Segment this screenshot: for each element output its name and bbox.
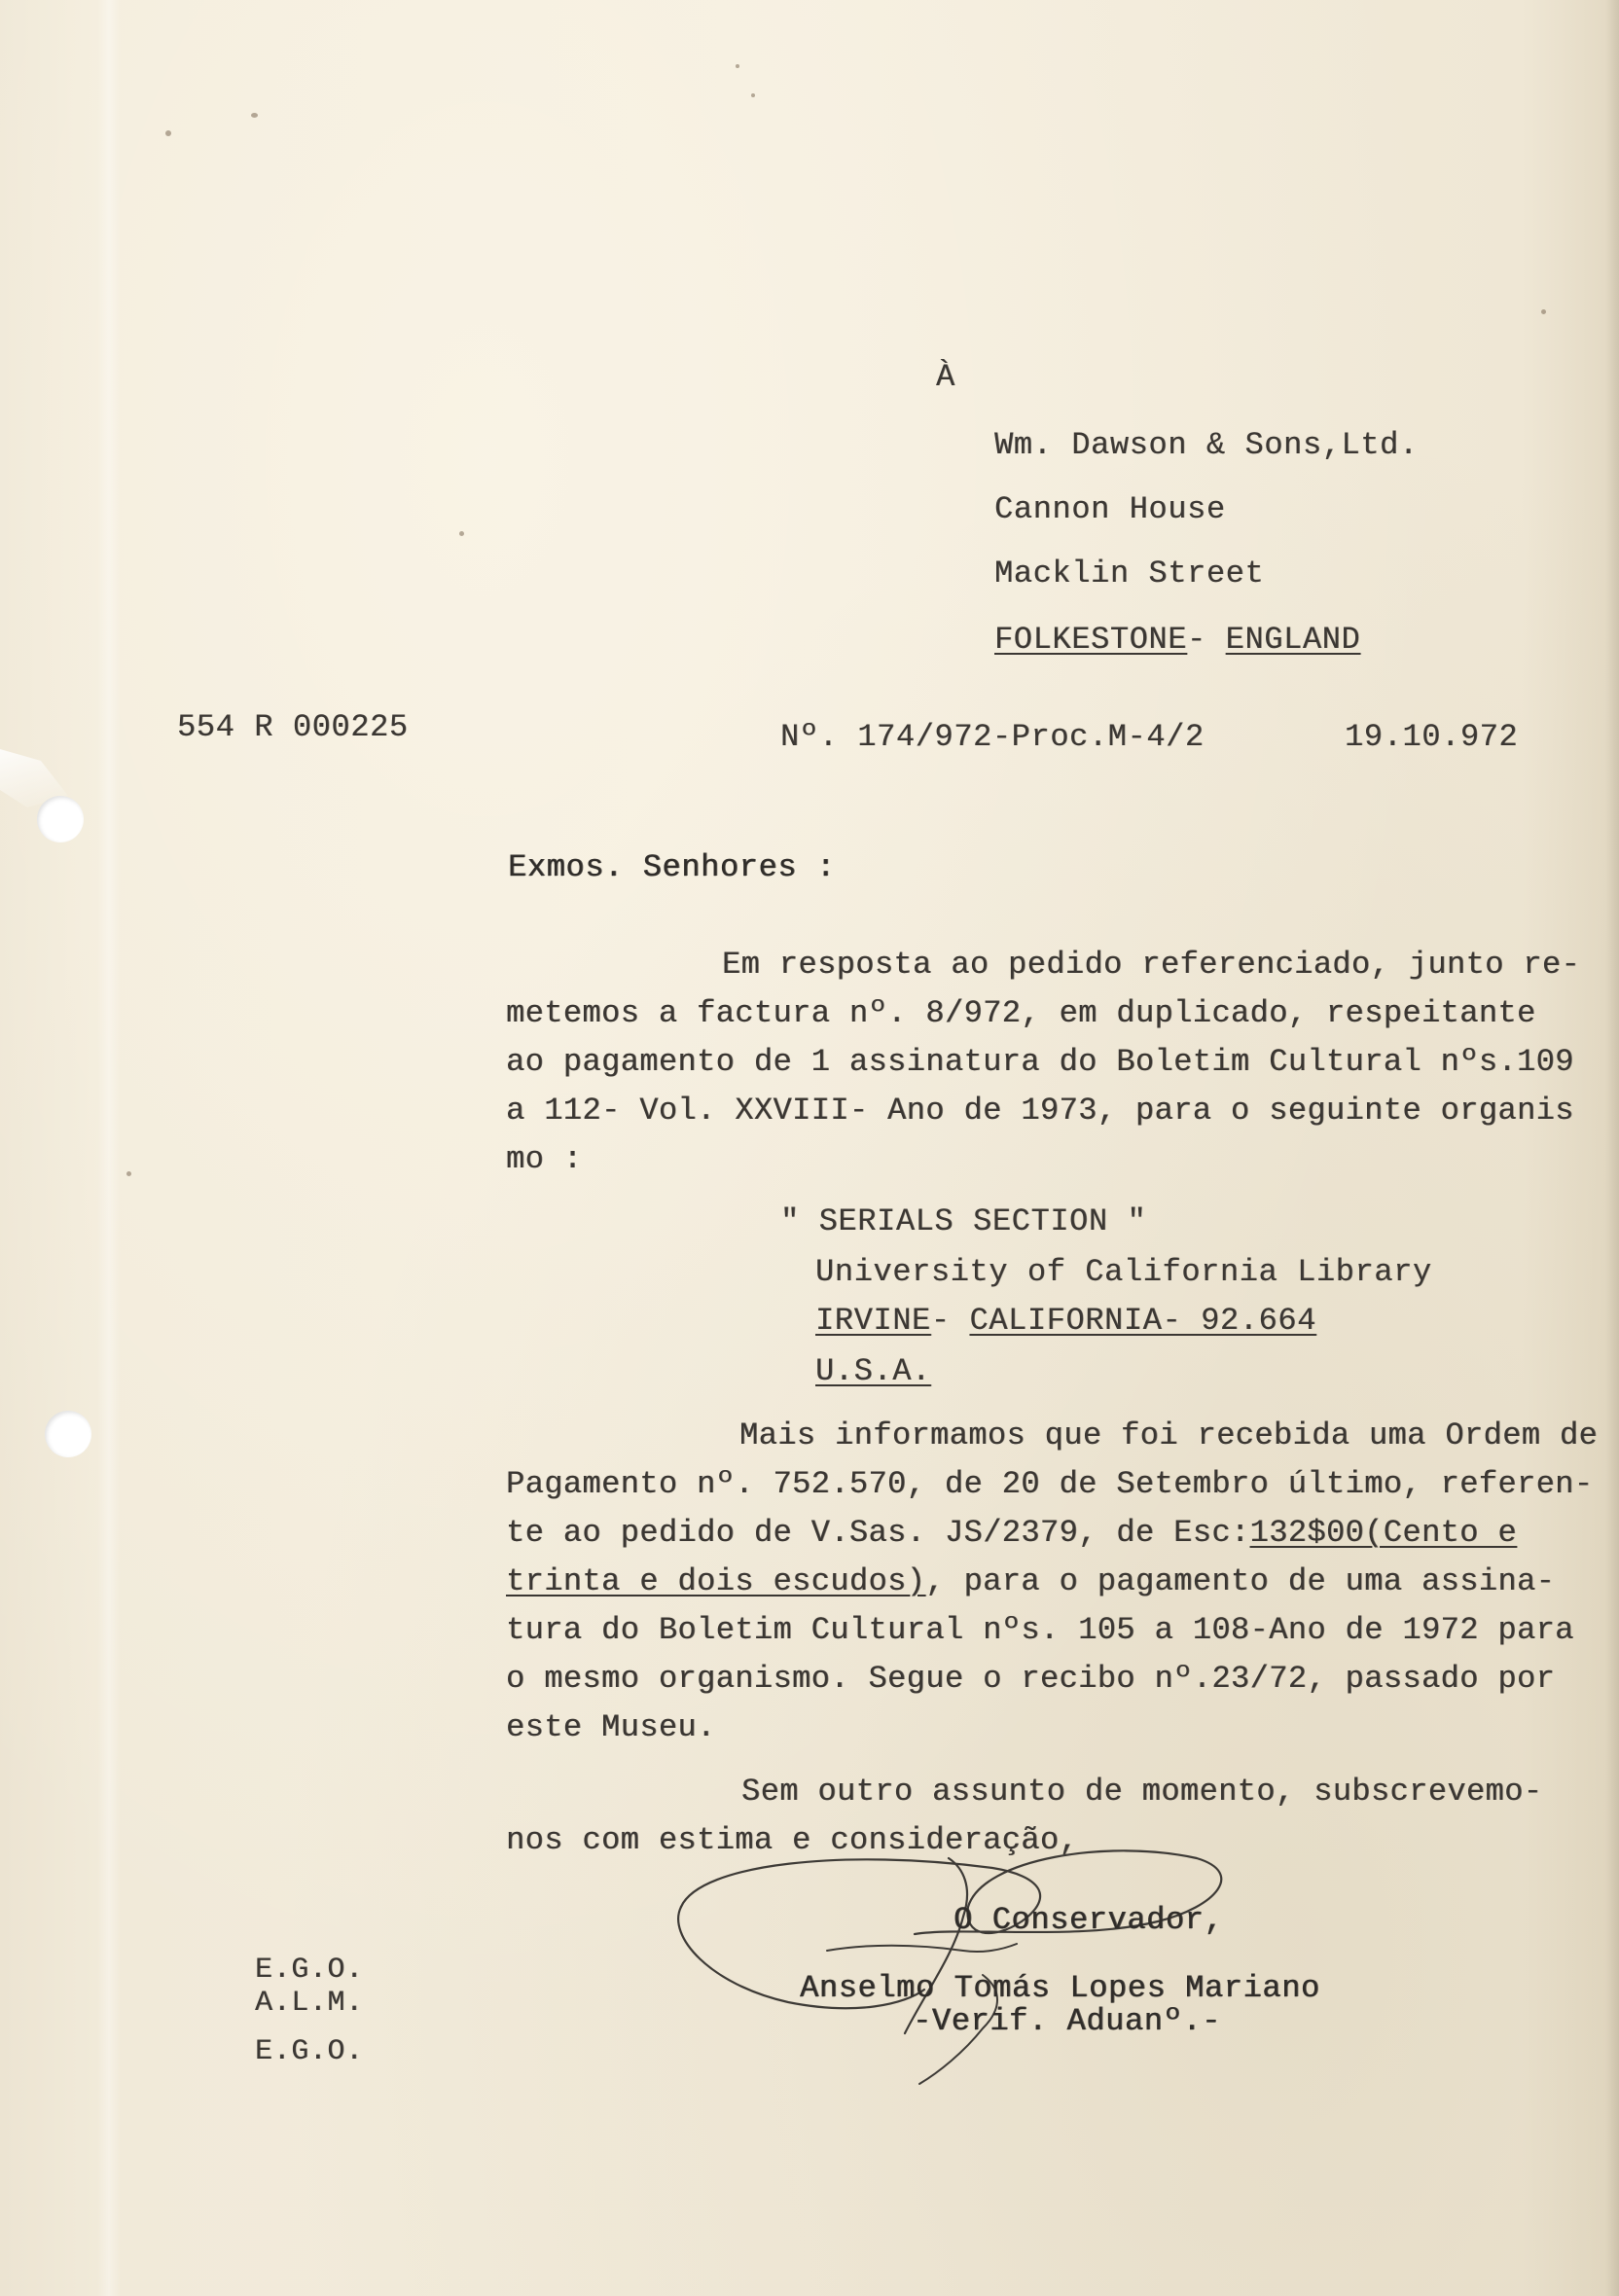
paper-speck [751,93,755,97]
addressee-city: FOLKESTONE [994,622,1188,658]
recipient-state-zip: CALIFORNIA- 92.664 [969,1303,1316,1339]
recipient-section: " SERIALS SECTION " [780,1203,1147,1239]
recipient-library: University of California Library [815,1254,1432,1290]
addressee-country: ENGLAND [1225,622,1361,658]
typist-initials: E.G.O. [255,2035,364,2068]
paragraph-line: o mesmo organismo. Segue o recibo nº.23/72, passado por [506,1661,1556,1697]
paper-edge-shadow [1605,0,1619,2296]
recipient-country: U.S.A. [815,1353,931,1389]
addressee-line: Macklin Street [994,556,1265,592]
paper-speck [736,64,739,68]
paper-speck [165,130,171,136]
recipient-city: IRVINE [815,1303,931,1339]
punch-hole [37,796,84,843]
typist-initials: A.L.M. [255,1987,364,2020]
addressee-line: Wm. Dawson & Sons,Ltd. [994,427,1419,463]
paper-speck [459,531,464,536]
addressee-city-line [994,622,1361,658]
paragraph-line [506,1515,1601,1551]
paragraph-line: a 112- Vol. XXVIII- Ano de 1973, para o seguinte organis [506,1093,1574,1129]
paragraph-line: ao pagamento de 1 assinatura do Boletim Cultural nºs.109 [506,1044,1574,1080]
closing-line: Sem outro assunto de momento, subscrevemo- [741,1774,1543,1810]
addressee-prefix: À [936,359,955,395]
paper-fold [97,0,121,2296]
signatory-name: Anselmo Tomás Lopes Mariano [800,1970,1320,2006]
handwritten-signature [671,1829,1226,2092]
recipient-separator: - [930,1303,970,1339]
paragraph-line: Pagamento nº. 752.570, de 20 de Setembro último, referen- [506,1466,1594,1502]
signatory-title: O Conservador, [953,1902,1224,1938]
recipient-city-line [815,1303,1316,1339]
payment-amount: 132$00(Cento e [1249,1515,1517,1551]
register-number: 554 R 000225 [177,709,409,745]
paragraph-line: tura do Boletim Cultural nºs. 105 a 108-Ano de 1972 para [506,1612,1574,1648]
greeting: Exmos. Senhores : [508,849,836,885]
addressee-line: Cannon House [994,491,1226,527]
paragraph-line: este Museu. [506,1709,716,1745]
payment-amount-words: trinta e dois escudos) [506,1563,926,1599]
paper-speck [1541,309,1546,314]
paragraph-line: mo : [506,1141,583,1177]
typist-initials: E.G.O. [255,1954,364,1987]
paragraph-line: metemos a factura nº. 8/972, em duplicado, respeitante [506,995,1536,1031]
reference-number: Nº. 174/972-Proc.M-4/2 [780,719,1205,755]
closing-line: nos com estima e consideração, [506,1822,1079,1858]
letter-date: 19.10.972 [1345,719,1519,755]
addressee-separator: - [1187,622,1226,658]
paper-speck [251,113,258,118]
punch-hole [45,1411,91,1457]
paragraph-line: Mais informamos que foi recebida uma Ordem de [739,1417,1599,1453]
signatory-role: -Verif. Aduanº.- [913,2003,1221,2039]
paragraph-text: , para o pagamento de uma assina- [925,1563,1556,1599]
paragraph-line: Em resposta ao pedido referenciado, junto re- [722,947,1581,983]
paragraph-text: te ao pedido de V.Sas. JS/2379, de Esc: [506,1515,1250,1551]
paragraph-line [506,1563,1601,1599]
paper-speck [126,1171,131,1176]
